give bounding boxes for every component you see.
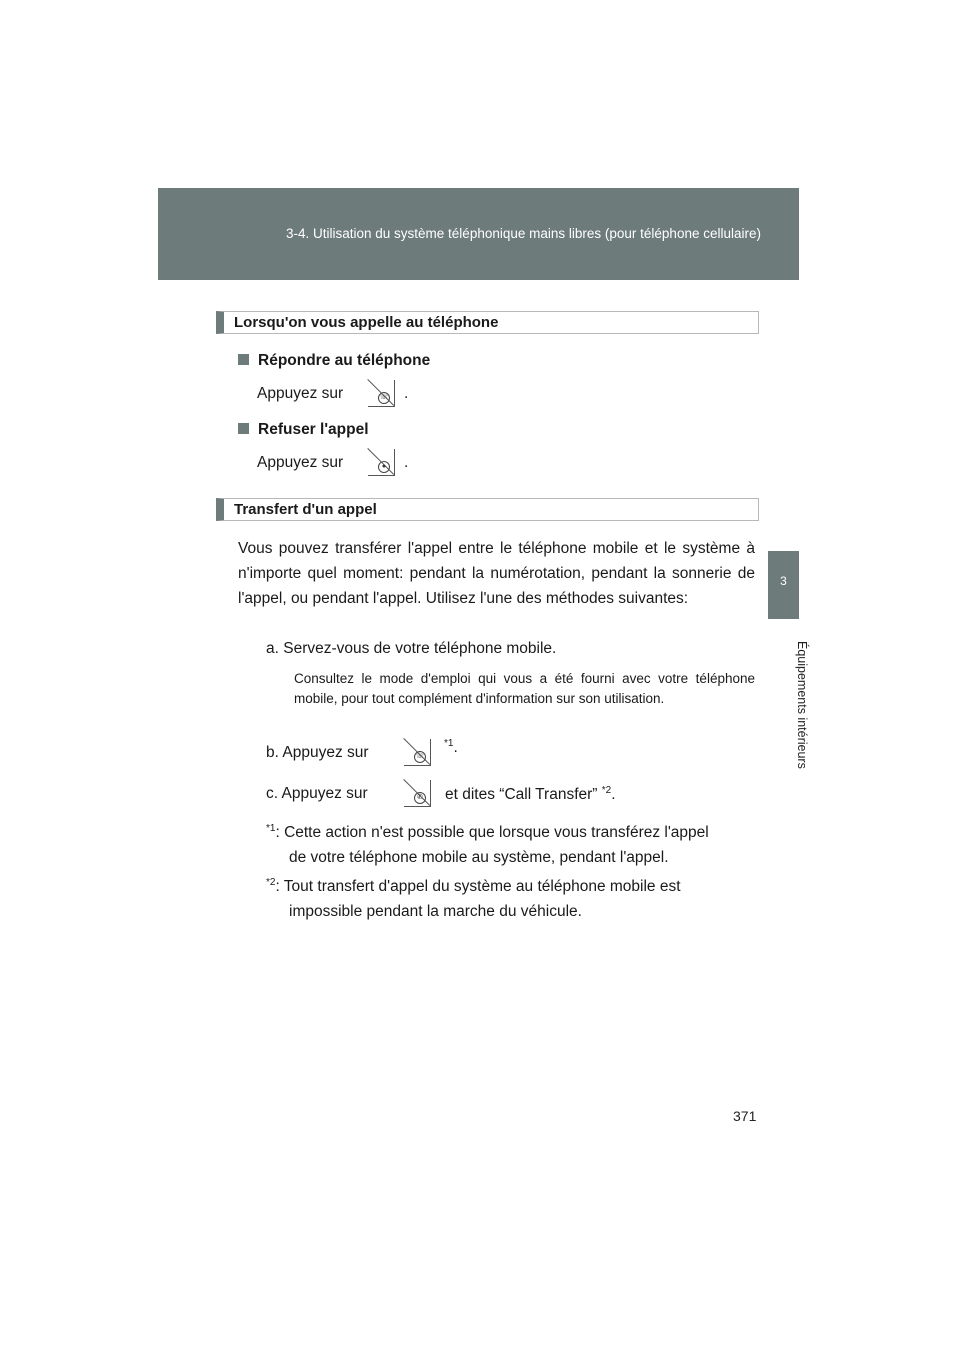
- method-c-text: et dites “Call Transfer” $^{*2}$.: [445, 785, 616, 804]
- subheading-refuse: Refuser l'appel: [238, 421, 369, 439]
- page-number: 371: [733, 1108, 757, 1124]
- chapter-side-label: Équipements intérieurs: [795, 641, 809, 769]
- method-a: a. Servez-vous de votre téléphone mobile.: [266, 640, 557, 657]
- section-heading-transfer: Transfert d'un appel: [216, 498, 759, 521]
- phone-off-hook-icon: ☏: [368, 380, 395, 407]
- chapter-header: [158, 188, 799, 280]
- method-b: b. Appuyez sur: [266, 744, 369, 761]
- subheading-answer: Répondre au téléphone: [238, 352, 430, 370]
- method-c: c. Appuyez sur: [266, 785, 368, 802]
- section-heading-incoming-call: Lorsqu'on vous appelle au téléphone: [216, 311, 759, 334]
- bullet-square-icon: [238, 354, 249, 365]
- refuse-instruction: Appuyez sur: [257, 454, 344, 471]
- footnote-1: $^{*1}$: Cette action n'est possible que lorsque vous transférez l'appel de votre téléphone mobile au système, pendant l'appel.: [266, 823, 709, 867]
- chapter-title: 3-4. Utilisation du système téléphonique mains libres (pour téléphone cellulaire): [285, 226, 761, 241]
- phone-on-hook-icon: ●: [368, 449, 395, 476]
- talk-switch-icon: ✆: [404, 780, 431, 807]
- method-b-footnote-ref: $^{*1}$.: [444, 738, 458, 757]
- footnote-2: $^{*2}$: Tout transfert d'appel du système au téléphone mobile est impossible pendant la marche du véhicule.: [266, 877, 681, 921]
- transfer-paragraph: Vous pouvez transférer l'appel entre le téléphone mobile et le système à n'importe quel moment: pendant la numérotation, pendant la sonnerie de l'appel, ou pendant l'appel. Utilisez l'une des méthodes suivantes:: [238, 540, 755, 607]
- bullet-square-icon: [238, 423, 249, 434]
- answer-instruction: Appuyez sur: [257, 385, 344, 402]
- method-a-note: Consultez le mode d'emploi qui vous a été fourni avec votre téléphone mobile, pour tout complément d'information sur son utilisation.: [294, 671, 755, 706]
- phone-off-hook-icon: ☏: [404, 739, 431, 766]
- chapter-tab: 3: [768, 551, 799, 619]
